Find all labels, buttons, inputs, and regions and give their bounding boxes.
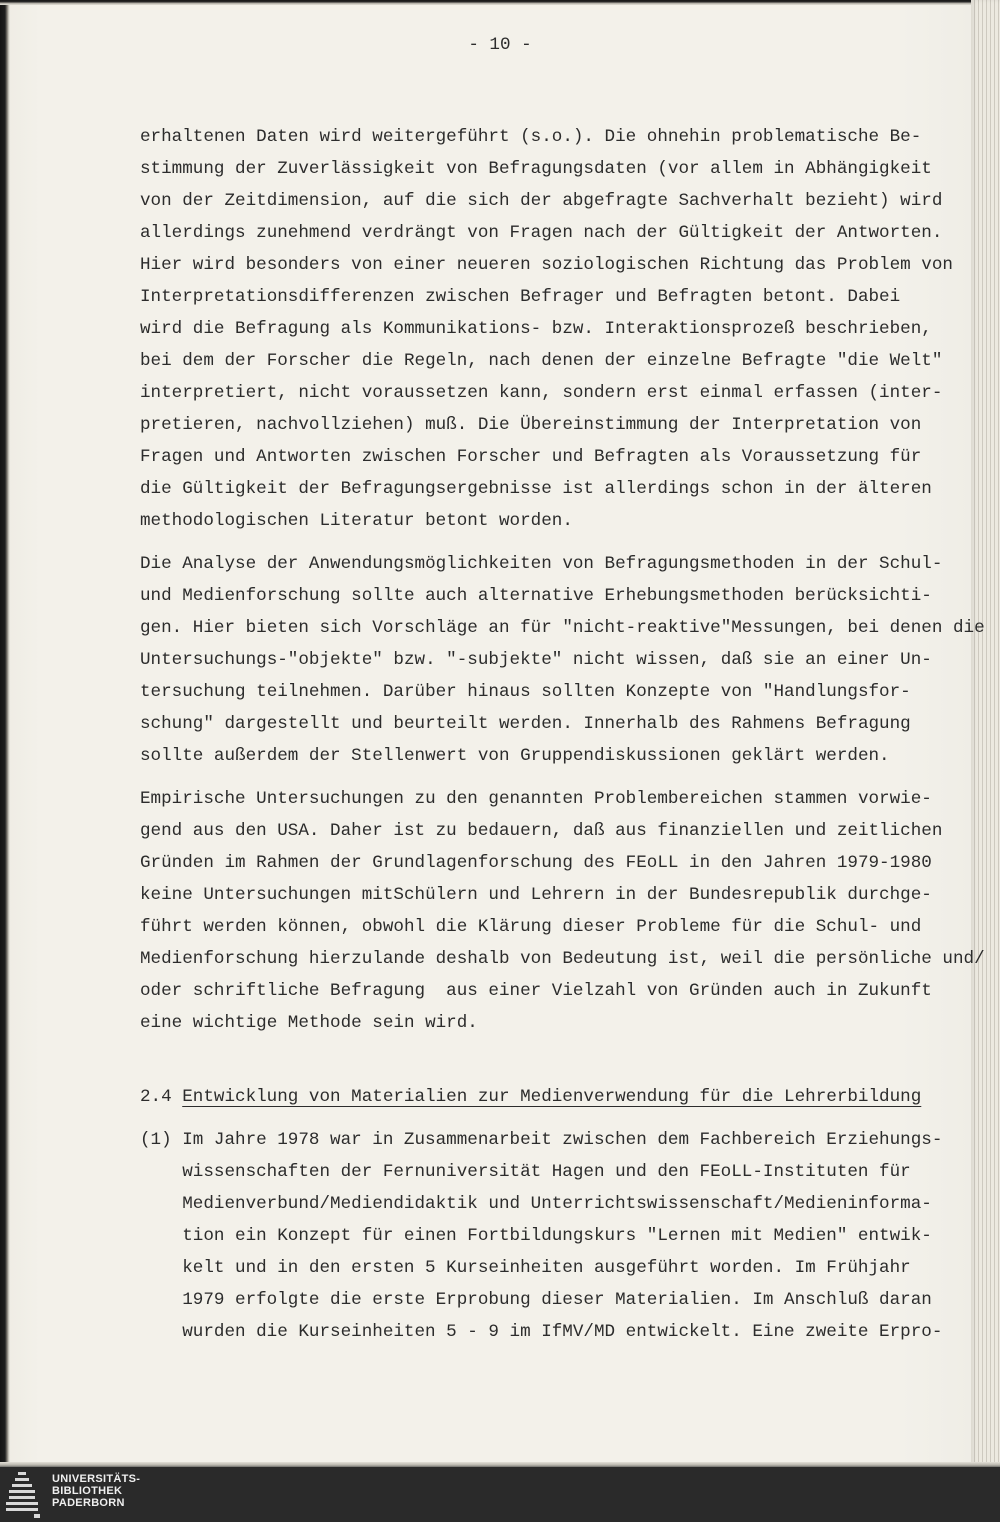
- text-line: von der Zeitdimension, auf die sich der abgefragte Sachverhalt bezieht) wird: [140, 191, 943, 211]
- text-line: oder schriftliche Befragung aus einer Vielzahl von Gründen auch in Zukunft: [140, 981, 932, 1001]
- left-page-edge: [0, 0, 10, 1467]
- text-line: erhaltenen Daten wird weitergeführt (s.o.). Die ohnehin problematische Be-: [140, 127, 922, 147]
- section-heading-line: [140, 1081, 960, 1113]
- text-line: methodologischen Literatur betont worden.: [140, 511, 573, 531]
- library-column-icon: [4, 1472, 40, 1520]
- library-name-line1: UNIVERSITÄTS-: [52, 1473, 141, 1485]
- text-line: 1979 erfolgte die erste Erprobung dieser Materialien. Im Anschluß daran: [182, 1290, 932, 1310]
- text-line: kelt und in den ersten 5 Kurseinheiten ausgeführt worden. Im Frühjahr: [182, 1258, 911, 1278]
- text-line: Untersuchungs-"objekte" bzw. "-subjekte" nicht wissen, daß sie an einer Un-: [140, 650, 932, 670]
- text-line: tersuchung teilnehmen. Darüber hinaus sollten Konzepte von "Handlungsfor-: [140, 682, 911, 702]
- library-logo-text: [52, 1473, 140, 1509]
- section-title: Entwicklung von Materialien zur Medienverwendung für die Lehrerbildung: [182, 1087, 922, 1107]
- paragraph-3: [140, 783, 985, 1039]
- text-line: Hier wird besonders von einer neueren soziologischen Richtung das Problem von: [140, 255, 953, 275]
- text-line: und Medienforschung sollte auch alternative Erhebungsmethoden berücksichti-: [140, 586, 932, 606]
- text-line: gend aus den USA. Daher ist zu bedauern, daß aus finanziellen und zeitlichen: [140, 821, 943, 841]
- text-line: keine Untersuchungen mitSchülern und Lehrern in der Bundesrepublik durchge-: [140, 885, 932, 905]
- library-name-line2: BIBLIOTHEK: [52, 1485, 123, 1497]
- scanner-footer-band: [0, 1467, 1000, 1522]
- text-line: eine wichtige Methode sein wird.: [140, 1013, 478, 1033]
- text-line: stimmung der Zuverlässigkeit von Befragungsdaten (vor allem in Abhängigkeit: [140, 159, 932, 179]
- page-number: - 10 -: [468, 35, 532, 55]
- top-page-edge: [0, 0, 1000, 5]
- text-line: Gründen im Rahmen der Grundlagenforschung des FEoLL in den Jahren 1979-1980: [140, 853, 932, 873]
- text-line: tion ein Konzept für einen Fortbildungskurs "Lernen mit Medien" entwik-: [182, 1226, 932, 1246]
- text-line: führt werden können, obwohl die Klärung dieser Probleme für die Schul- und: [140, 917, 922, 937]
- item-text: [140, 1124, 1000, 1348]
- text-line: interpretiert, nicht voraussetzen kann, sondern erst einmal erfassen (inter-: [140, 383, 943, 403]
- text-line: schung" dargestellt und beurteilt werden. Innerhalb des Rahmens Befragung: [140, 714, 911, 734]
- text-line: Empirische Untersuchungen zu den genannten Problembereichen stammen vorwie-: [140, 789, 932, 809]
- section-number: 2.4: [140, 1087, 172, 1107]
- text-line: wurden die Kurseinheiten 5 - 9 im IfMV/MD entwickelt. Eine zweite Erpro-: [182, 1322, 943, 1342]
- text-line: Interpretationsdifferenzen zwischen Befrager und Befragten betont. Dabei: [140, 287, 901, 307]
- text-line: allerdings zunehmend verdrängt von Fragen nach der Gültigkeit der Antworten.: [140, 223, 943, 243]
- numbered-item-1: [140, 1124, 1000, 1348]
- text-line: gen. Hier bieten sich Vorschläge an für "nicht-reaktive"Messungen, bei denen die: [140, 618, 985, 638]
- text-line: die Gültigkeit der Befragungsergebnisse ist allerdings schon in der älteren: [140, 479, 932, 499]
- item-number: (1): [140, 1130, 172, 1150]
- section-heading: [140, 1081, 960, 1113]
- text-line: Im Jahre 1978 war in Zusammenarbeit zwischen dem Fachbereich Erziehungs-: [182, 1130, 943, 1150]
- text-line: sollte außerdem der Stellenwert von Gruppendiskussionen geklärt werden.: [140, 746, 890, 766]
- paragraph-1: [140, 121, 953, 537]
- text-line: Medienverbund/Mediendidaktik und Unterrichtswissenschaft/Medieninforma-: [182, 1194, 932, 1214]
- text-line: wissenschaften der Fernuniversität Hagen und den FEoLL-Instituten für: [182, 1162, 911, 1182]
- text-line: pretieren, nachvollziehen) muß. Die Übereinstimmung der Interpretation von: [140, 415, 922, 435]
- paragraph-2: [140, 548, 985, 772]
- library-name-line3: PADERBORN: [52, 1497, 125, 1509]
- text-line: wird die Befragung als Kommunikations- bzw. Interaktionsprozeß beschrieben,: [140, 319, 932, 339]
- text-line: Die Analyse der Anwendungsmöglichkeiten von Befragungsmethoden in der Schul-: [140, 554, 943, 574]
- text-line: bei dem der Forscher die Regeln, nach denen der einzelne Befragte "die Welt": [140, 351, 943, 371]
- text-line: Fragen und Antworten zwischen Forscher und Befragten als Voraussetzung für: [140, 447, 922, 467]
- text-line: Medienforschung hierzulande deshalb von Bedeutung ist, weil die persönliche und/: [140, 949, 985, 969]
